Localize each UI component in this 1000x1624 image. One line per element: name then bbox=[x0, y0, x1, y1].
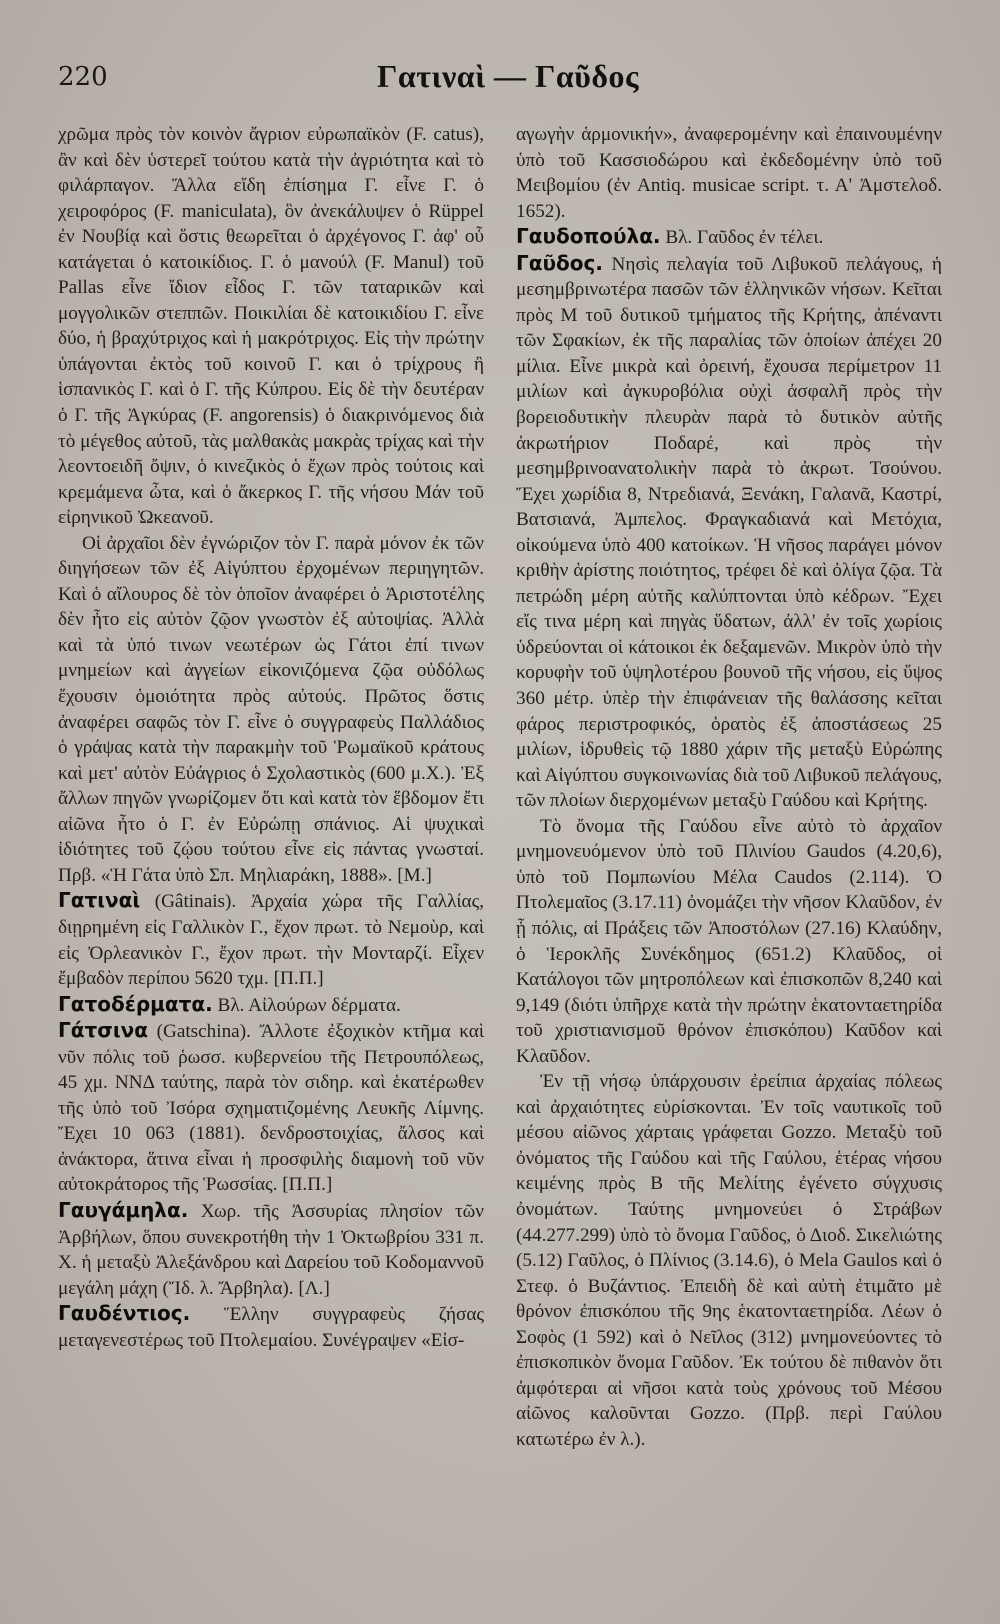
dictionary-entry bbox=[516, 814, 942, 1069]
entry-text: (Gatschina). Ἄλλοτε ἐξοχικὸν κτῆμα καὶ νῦν πόλις τοῦ ῥωσσ. κυβερνείου τῆς Πετρουπόλεως, 45 χμ. ΝΝΔ ταύτης, παρὰ τὸν σιδηρ. καὶ ἑκατέρωθεν τῆς ὑπὸ τοῦ Ἰσόρα σχηματιζομένης Λευκῆς Λίμνης. Ἔχει 10 063 (1881). δενδροστοιχίας, ἄλσος καὶ ἀνάκτορα, ἅτινα εἶναι ἡ προσφιλὴς διαμονὴ τοῦ νῦν αὐτοκράτορος τῆς Ῥωσσίας. [Π.Π.] bbox=[58, 1021, 484, 1196]
entry-text: Ἕλλην συγγραφεὺς ζήσας μεταγενεστέρως τοῦ Πτολεμαίου. Συνέγραψεν «Εἰσ- bbox=[58, 1304, 484, 1351]
entry-headword: Γαῦδος. bbox=[516, 250, 603, 275]
dictionary-entry bbox=[58, 122, 484, 531]
dictionary-entry bbox=[516, 251, 942, 814]
entry-text: Τὸ ὄνομα τῆς Γαύδου εἶνε αὐτὸ τὸ ἀρχαῖον μνημονευόμενον ὑπὸ τοῦ Πλινίου Gaudos (4.20,6), ὑπὸ τοῦ Πομπωνίου Μέλα Caudos (2.114). Ὁ Πτολεμαῖος (3.17.11) ὀνομάζει τὴν νῆσον Κλαῦδον, ἐν ᾗ πόλις, αἱ Πράξεις τῶν Ἀποστόλων (27.16) Κλαύδην, ὁ Ἱεροκλῆς Συνέκδημος (651.2) Κλαῦδος, οἱ Κατάλογοι τῶν μητροπόλεων καὶ ἐπισκοπῶν 8,240 καὶ 9,149 (διότι ὑπῆρχε κατὰ τὴν πρώτην ἑκατονταετηρίδα τοῦ χριστιανισμοῦ θρόνον ἐπισκόπου) Καῦδον καὶ Κλαῦδον. bbox=[516, 815, 942, 1067]
running-title: Γατιναὶ — Γαῦδος bbox=[377, 58, 639, 94]
entry-text: αγωγὴν ἁρμονικήν», ἀναφερομένην καὶ ἐπαινουμένην ὑπὸ τοῦ Κασσιοδώρου καὶ ἐκδεδομένην ὑπὸ τοῦ Μειβομίου (ἐν Antiq. musicae script. τ. Α' Ἀμστελοδ. 1652). bbox=[516, 124, 942, 222]
dictionary-entry bbox=[58, 1301, 484, 1353]
entry-text: Ἐν τῇ νήσῳ ὑπάρχουσιν ἐρείπια ἀρχαίας πόλεως καὶ ἀρχαιότητες εὑρίσκονται. Ἐν τοῖς ναυτικοῖς τοῦ μέσου αἰῶνος χάρταις γράφεται Gozzo. Μεταξὺ τοῦ ὀνόματος τῆς Γαύδου καὶ τῆς Γαύλου, ἑτέρας νήσου κειμένης πρὸς Β τῆς Μελίτης ἐγένετο σύγχυσις ὀνομάτων. Ταύτης μνημονεύει ὁ Στράβων (44.277.299) ὑπὸ τὸ ὄνομα Γαῦδος, ὁ Διοδ. Σικελιώτης (5.12) Γαῦλος, ὁ Πλίνιος (3.14.6), ὁ Mela Gaulos καὶ ὁ Στεφ. ὁ Βυζάντιος. Ἐπειδὴ δὲ καὶ αὐτὴ ἐτιμᾶτο μὲ θρόνον ἐπισκόπου τῆς 9ης ἑκατονταετηρίδα. Λέων ὁ Σοφὸς (1 592) καὶ ὁ Νεῖλος (312) μνημονεύοντες τὸ ἐπισκοπικὸν ὄνομα Γαῦδον. Ἐκ τούτου δὲ πιθανὸν ὅτι ἀμφότεραι αἱ νῆσοι κατὰ τοὺς χρόνους τοῦ Μέσου αἰῶνος καλοῦνται Gozzo. (Πρβ. περὶ Γαύλου κατωτέρω ἐν λ.). bbox=[516, 1071, 942, 1450]
dictionary-entry bbox=[58, 888, 484, 991]
entry-headword: Γατοδέρματα. bbox=[58, 991, 213, 1016]
page-number: 220 bbox=[58, 62, 108, 92]
entry-headword: Γαυγάμηλα. bbox=[58, 1197, 189, 1222]
entry-headword: Γαυδέντιος. bbox=[58, 1301, 191, 1326]
dictionary-entry bbox=[58, 531, 484, 889]
entry-headword: Γαυδοπούλα. bbox=[516, 224, 661, 249]
dictionary-entry bbox=[58, 1018, 484, 1198]
dictionary-entry bbox=[516, 224, 942, 251]
entry-headword: Γατιναὶ bbox=[58, 888, 141, 913]
entry-text: Χωρ. τῆς Ἀσσυρίας πλησίον τῶν Ἀρβήλων, ὅπου συνεκροτήθη τὴν 1 Ὀκτωβρίου 331 π. Χ. ἡ μεταξὺ Ἀλεξάνδρου καὶ Δαρείου τοῦ Κοδομαννοῦ μεγάλη μάχη (Ἴδ. λ. Ἄρβηλα). [Λ.] bbox=[58, 1200, 484, 1299]
entry-text: Βλ. Γαῦδος ἐν τέλει. bbox=[660, 227, 824, 249]
entry-text: Νησὶς πελαγία τοῦ Λιβυκοῦ πελάγους, ἡ μεσημβρινωτέρα πασῶν τῶν ἑλληνικῶν νήσων. Κεῖται πρὸς Μ τοῦ δυτικοῦ τμήματος τῆς Κρήτης, ἀπέναντι τῶν Σφακίων, ἐκ τῆς παραλίας τῶν ὁποίων ἀπέχει 20 μίλια. Εἶνε μικρὰ καὶ ὀρεινή, ἔχουσα περίμετρον 11 μιλίων καὶ ἀγκυροβόλια οὐχὶ ἀσφαλῆ πρὸς τὴν βορειοδυτικὴν πλευρὰν παρὰ τὸ δυτικὸν αὐτῆς ἀκρωτήριον Ποδαρέ, καὶ πρὸς τὴν μεσημβρινοανατολικὴν παρὰ τὸ ἀκρωτ. Τσούνου. Ἔχει χωρίδια 8, Ντρεδιανά, Ξενάκη, Γαλανᾶ, Καστρί, Βατσιανά, Ἀμπελος. Φραγκαδιανά καὶ Μετόχια, οἰκούμενα ὑπὸ 400 κατοίκων. Ἡ νῆσος παράγει μόνον κριθὴν ἀρίστης ποιότητος, τρέφει δὲ καὶ ὀλίγα ζῷα. Τὰ πετρώδη μέρη αὐτῆς καλύπτονται ὑπὸ κέδρων. Ἔχει εἴς τινα μέρη καὶ πηγὰς ὕδατων, ἀλλ' ἐν τοῖς χωρίοις ὑδρεύονται οἱ κάτοικοι ἐκ δεξαμενῶν. Μικρὸν ὑπὸ τὴν κορυφὴν τοῦ ὑψηλοτέρου βουνοῦ τῆς νήσου, εἰς ὕψος 360 μέτρ. ὑπὲρ τὴν ἐπιφάνειαν τῆς θαλάσσης κεῖται φάρος περιστροφικός, ὁρατὸς ἐξ ἀποστάσεως 25 μιλίων, ἱδρυθεὶς τῷ 1880 χάριν τῆς μεταξὺ Εὐρώπης καὶ Αἰγύπτου συγκοινωνίας διὰ τοῦ Λιβυκοῦ πελάγους, τῶν πλοίων διερχομένων μεταξὺ Γαύδου καὶ Κρήτης. bbox=[516, 253, 942, 812]
entry-text: χρῶμα πρὸς τὸν κοινὸν ἄγριον εὐρωπαϊκὸν (F. catus), ἂν καὶ δὲν ὑστερεῖ τούτου κατὰ τὴν ἀγριότητα καὶ τὸ φιλάρπαγον. Ἄλλα εἴδη ἐπίσημα Γ. εἶνε Γ. ὁ χειροφόρος (F. maniculata), ὃν ἀνεκάλυψεν ὁ Rüppel ἐν Νουβίᾳ καὶ ὅστις θεωρεῖται ὁ ἀρχέγονος Γ. ἀφ' οὗ κατάγεται ὁ κατοικίδιος. Γ. ὁ μανούλ (F. Manul) τοῦ Pallas εἶνε ἴδιον εἶδος Γ. τῶν ταταρικῶν καὶ μογγολικῶν στεππῶν. Ποικιλίαι δὲ κατοικιδίου Γ. εἶνε δύο, ἡ βραχύτριχος καὶ ἡ μακρότριχος. Εἰς τὴν πρώτην ὑπάγονται ἐκτὸς τοῦ κοινοῦ Γ. και ὁ τρίχρους ἢ ἱσπανικὸς Γ. καὶ ὁ Γ. τῆς Κύπρου. Εἰς δὲ τὴν δευτέραν ὁ Γ. τῆς Ἀγκύρας (F. angorensis) ὁ διακρινόμενος διὰ τὸ μέγεθος αὐτοῦ, τὰς μαλθακὰς μακρὰς τρίχας καὶ τὴν λεοντοειδῆ ὄψιν, ὁ κινεζικὸς ὁ ἔχων πρὸς τούτοις καὶ κρεμάμενα ὦτα, καὶ ὁ ἄκερκος Γ. τῆς νήσου Μάν τοῦ εἰρηνικοῦ Ὠκεανοῦ. bbox=[58, 124, 484, 529]
dictionary-entry bbox=[58, 992, 484, 1019]
entry-text: Βλ. Αἰλούρων δέρματα. bbox=[212, 994, 401, 1016]
dictionary-entry bbox=[58, 1198, 484, 1301]
entry-text: (Gâtinais). Ἀρχαία χώρα τῆς Γαλλίας, διῃρημένη εἰς Γαλλικὸν Γ., ἔχον πρωτ. τὸ Νεμοὺρ, καὶ εἰς Ὀρλεανικὸν Γ., ἔχον πρωτ. τὴν Μονταρζί. Εἶχεν ἔμβαδὸν περίπου 5620 τχμ. [Π.Π.] bbox=[58, 891, 484, 990]
page-header bbox=[58, 58, 958, 102]
entry-text: Οἱ ἀρχαῖοι δὲν ἐγνώριζον τὸν Γ. παρὰ μόνον ἐκ τῶν διηγήσεων τῶν ἐξ Αἰγύπτου ἐρχομένων περιηγητῶν. Καὶ ὁ αἴλουρος δὲ τὸν ὁποῖον ἀναφέρει ὁ Ἀριστοτέλης δὲν ἦτο εἰς αὐτὸν ζῷον γνωστὸν ἐξ αὐτοψίας. Ἀλλὰ καὶ τὰ ὑπό τινων νεωτέρων ὡς Γάτοι ἐπί τινων μνημείων καὶ ἀγγείων εἰκονιζόμενα ζῷα οὐδόλως ἔχουσιν ὁμοιότητα πρὸς αὐτούς. Πρῶτος ὅστις ἀναφέρει σαφῶς τὸν Γ. εἶνε ὁ συγγραφεὺς Παλλάδιος ὁ γράψας κατὰ τὴν παρακμὴν τοῦ Ῥωμαϊκοῦ κράτους καὶ μετ' αὐτὸν Εὐάγριος ὁ Σχολαστικὸς (600 μ.Χ.). Ἐξ ἄλλων πηγῶν γνωρίζομεν ὅτι καὶ κατὰ τὸν ἕβδομον ἔτι αἰῶνα ἦτο ὁ Γ. ἐν Εὐρώπῃ σπάνιος. Αἱ ψυχικαὶ ἰδιότητες τοῦ ζῴου τούτου εἶνε εἰς πάντας γνωσταί. Πρβ. «Ἡ Γάτα ὑπὸ Σπ. Μηλιαράκη, 1888». [Μ.] bbox=[58, 532, 484, 886]
dictionary-entry bbox=[516, 1069, 942, 1452]
left-column bbox=[58, 122, 484, 1592]
entry-headword: Γάτσινα bbox=[58, 1018, 148, 1043]
right-column bbox=[516, 122, 942, 1592]
dictionary-entry bbox=[516, 122, 942, 224]
